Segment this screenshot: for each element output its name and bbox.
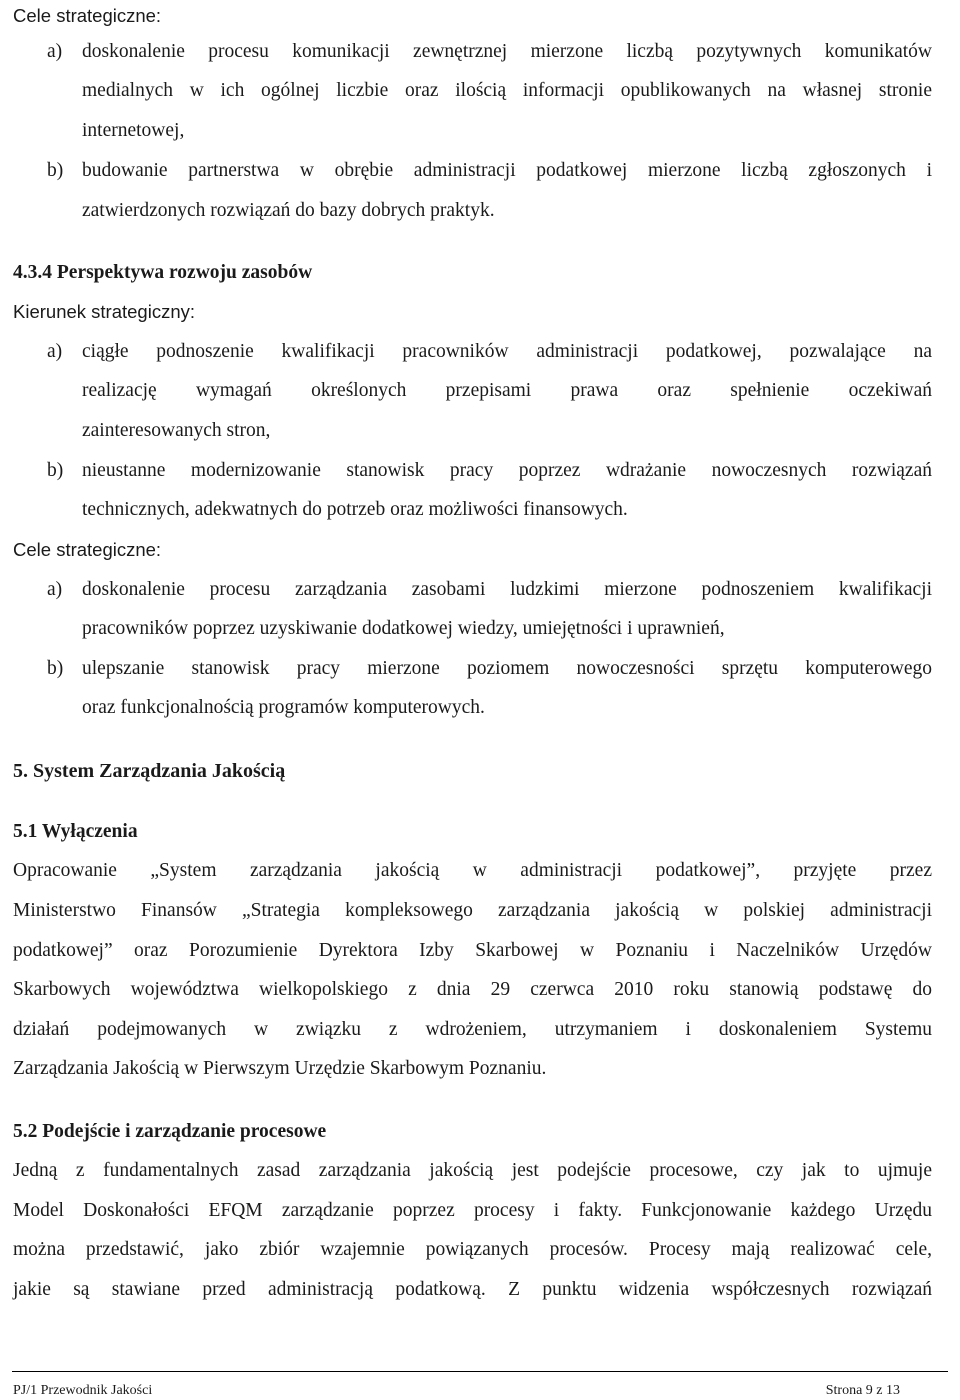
subheading-cele-strategiczne: Cele strategiczne: [13, 539, 162, 560]
list-item-text: realizację wymagań określonych przepisami prawa oraz spełnienie oczekiwań [82, 380, 932, 401]
list-item-text: ciągłe podnoszenie kwalifikacji pracowników administracji podatkowej, pozwalające na [82, 341, 932, 362]
list-marker: b) [47, 160, 64, 181]
list-item-text: oraz funkcjonalnością programów komputerowych. [82, 697, 485, 718]
paragraph-line: Jedną z fundamentalnych zasad zarządzania jakością jest podejście procesowe, czy jak to ujmuje [13, 1160, 932, 1181]
section-heading-5-2: 5.2 Podejście i zarządzanie procesowe [13, 1121, 327, 1142]
paragraph-line: podatkowej” oraz Porozumienie Dyrektora Izby Skarbowej w Poznaniu i Naczelników Urzędów [13, 940, 932, 961]
list-item-text: doskonalenie procesu zarządzania zasobami ludzkimi mierzone podnoszeniem kwalifikacji [82, 579, 932, 600]
chapter-heading-5: 5. System Zarządzania Jakością [13, 760, 286, 782]
list-item-text: zainteresowanych stron, [82, 420, 271, 441]
paragraph-line: Model Doskonałości EFQM zarządzanie poprzez procesy i fakty. Funkcjonowanie każdego Urzędu [13, 1200, 932, 1221]
list-marker: a) [47, 341, 63, 362]
list-item-text: zatwierdzonych rozwiązań do bazy dobrych praktyk. [82, 200, 495, 221]
paragraph-line: działań podejmowanych w związku z wdrożeniem, utrzymaniem i doskonaleniem Systemu [13, 1019, 932, 1040]
list-item-text: technicznych, adekwatnych do potrzeb oraz możliwości finansowych. [82, 499, 628, 520]
footer-divider [12, 1371, 948, 1372]
list-marker: b) [47, 460, 64, 481]
section-heading-4-3-4: 4.3.4 Perspektywa rozwoju zasobów [13, 262, 313, 283]
list-item-text: ulepszanie stanowisk pracy mierzone poziomem nowoczesności sprzętu komputerowego [82, 658, 932, 679]
list-item-text: pracowników poprzez uzyskiwanie dodatkowej wiedzy, umiejętności i uprawnień, [82, 618, 725, 639]
list-item-text: medialnych w ich ogólnej liczbie oraz ilością informacji opublikowanych na własnej stronie [82, 80, 932, 101]
list-marker: b) [47, 658, 64, 679]
list-item-text: budowanie partnerstwa w obrębie administracji podatkowej mierzone liczbą zgłoszonych i [82, 160, 932, 181]
list-item-text: internetowej, [82, 120, 185, 141]
paragraph-line: Skarbowych województwa wielkopolskiego z dnia 29 czerwca 2010 roku stanowią podstawę do [13, 979, 932, 1000]
list-item-text: doskonalenie procesu komunikacji zewnętrznej mierzone liczbą pozytywnych komunikatów [82, 41, 932, 62]
list-marker: a) [47, 579, 63, 600]
section-heading-5-1: 5.1 Wyłączenia [13, 821, 138, 842]
paragraph-line: Opracowanie „System zarządzania jakością w administracji podatkowej”, przyjęte przez [13, 860, 932, 881]
footer-page-number: Strona 9 z 13 [825, 1383, 900, 1398]
paragraph-line: Ministerstwo Finansów „Strategia kompleksowego zarządzania jakością w polskiej administracji [13, 900, 932, 921]
paragraph-line: jakie są stawiane przed administracją podatkową. Z punktu widzenia współczesnych rozwiązań [13, 1279, 932, 1300]
list-item-text: nieustanne modernizowanie stanowisk pracy poprzez wdrażanie nowoczesnych rozwiązań [82, 460, 932, 481]
footer-document-title: PJ/1 Przewodnik Jakości [13, 1383, 153, 1398]
subheading-cele-strategiczne: Cele strategiczne: [13, 5, 162, 26]
list-marker: a) [47, 41, 63, 62]
paragraph-line: Zarządzania Jakością w Pierwszym Urzędzie Skarbowym Poznaniu. [13, 1058, 547, 1079]
paragraph-line: można przedstawić, jako zbiór wzajemnie powiązanych procesów. Procesy mają realizować cele, [13, 1239, 932, 1260]
subheading-kierunek-strategiczny: Kierunek strategiczny: [13, 301, 196, 322]
